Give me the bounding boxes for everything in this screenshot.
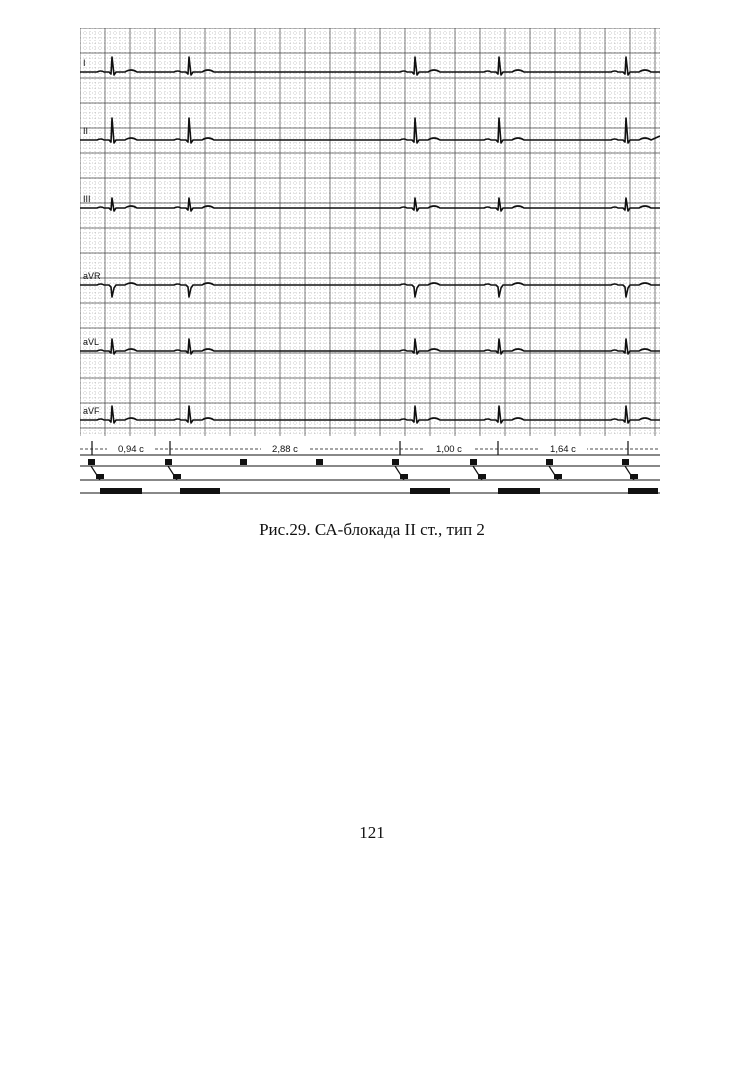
sa-impulse-mark [88,459,95,465]
interval-label: 1,64 с [550,444,576,455]
sa-impulse-mark [546,459,553,465]
interval-label: 0,94 с [118,444,144,455]
lead-label-avl: aVL [83,337,100,347]
av-conduction-bar [180,488,220,494]
lead-label-ii: II [83,126,89,136]
lead-trace-i [80,57,660,75]
lead-label-i: I [83,58,86,68]
interval-label: 2,88 с [272,444,298,455]
sa-impulse-mark [240,459,247,465]
av-conduction-bar [628,488,658,494]
atrial-mark [173,474,181,479]
atrial-mark [630,474,638,479]
ecg-tracing [80,28,660,498]
sa-impulse-mark [470,459,477,465]
lead-label-avr: aVR [83,271,101,281]
lead-label-iii: III [83,194,91,204]
atrial-mark [554,474,562,479]
lead-trace-avf [80,406,660,423]
av-conduction-bar [410,488,450,494]
atrial-mark [478,474,486,479]
sa-impulse-mark [316,459,323,465]
lead-label-avf: aVF [83,406,100,416]
ecg-figure [80,28,660,498]
figure-caption: Рис.29. СА-блокада II ст., тип 2 [259,520,485,539]
av-conduction-bar [498,488,540,494]
sa-impulse-mark [392,459,399,465]
sa-impulse-mark [165,459,172,465]
ecg-grid-minor [80,28,660,436]
interval-label: 1,00 с [436,444,462,455]
atrial-mark [400,474,408,479]
sa-impulse-mark [622,459,629,465]
atrial-mark [96,474,104,479]
av-conduction-bar [100,488,142,494]
page-number: 121 [359,823,385,842]
